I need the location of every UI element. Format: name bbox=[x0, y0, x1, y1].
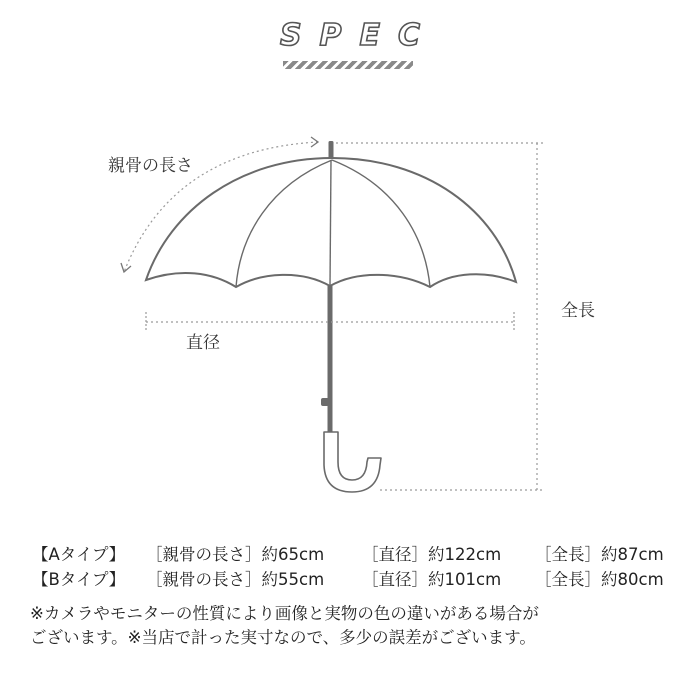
rib-length-label: 親骨の長さ bbox=[108, 156, 193, 176]
spec-total-length: ［全長］約87cm bbox=[535, 545, 664, 564]
rib-arrow-bottom bbox=[121, 263, 131, 272]
spec-diameter: ［直径］約122cm bbox=[362, 545, 502, 564]
umbrella-handle bbox=[324, 432, 381, 492]
spec-diameter: ［直径］約101cm bbox=[362, 570, 502, 589]
note-line-1: ※カメラやモニターの性質により画像と実物の色の違いがある場合が bbox=[30, 604, 539, 623]
diameter-label: 直径 bbox=[186, 333, 220, 353]
spec-rib-length: ［親骨の長さ］約55cm bbox=[146, 570, 325, 589]
spec-title: SPEC bbox=[279, 18, 439, 53]
umbrella-rib-center bbox=[330, 160, 331, 286]
spec-type: 【Aタイプ】 bbox=[32, 545, 126, 564]
umbrella-tip bbox=[329, 141, 334, 159]
note-line-2: ございます。※当店で計った実寸なので、多少の誤差がございます。 bbox=[30, 628, 536, 647]
umbrella-button bbox=[321, 398, 329, 406]
umbrella-shaft bbox=[328, 286, 333, 432]
spec-total-length: ［全長］約80cm bbox=[535, 570, 664, 589]
spec-type: 【Bタイプ】 bbox=[32, 570, 126, 589]
spec-rib-length: ［親骨の長さ］約65cm bbox=[146, 545, 325, 564]
total-length-label: 全長 bbox=[561, 301, 595, 321]
